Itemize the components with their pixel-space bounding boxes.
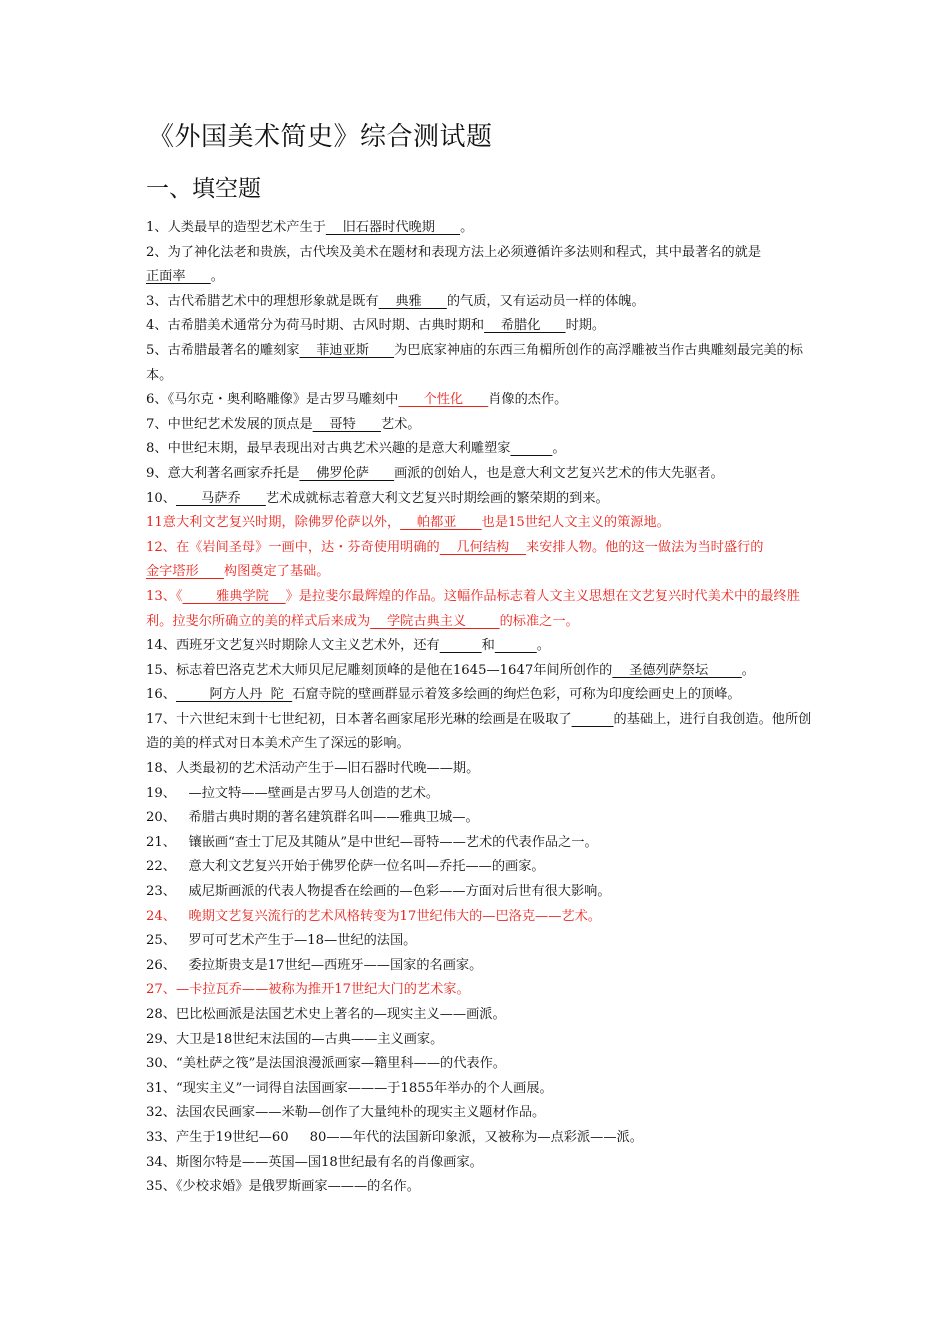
question-item: 24、 晚期文艺复兴流行的艺术风格转变为17世纪伟大的—巴洛克——艺术。 [146,908,601,924]
question-item: 3、古代希腊艺术中的理想形象就是既有 典雅 的气质，又有运动员一样的体魄。 [146,293,645,309]
answer-blank: 菲迪亚斯 [299,342,395,358]
answer-blank: 金字塔形 [146,564,224,580]
answer-blank: 哥特 [312,416,381,432]
answer-blank: 希腊化 [484,318,566,334]
question-item: 33、产生于19世纪—60 80——年代的法国新印象派，又被称为—点彩派——派。 [146,1129,643,1145]
answer-blank: 帕都亚 [400,515,482,531]
question-item: 15、标志着巴洛克艺术大师贝尼尼雕刻顶峰的是他在1645—1647年间所创作的 圣德列萨祭坛 。 [146,662,755,678]
answer-blank: 几何结构 [439,539,527,555]
question-item: 26、 委拉斯贵支是17世纪—西班牙——国家的名画家。 [146,957,483,973]
question-item: 17、十六世纪末到十七世纪初，日本著名画家尾形光琳的绘画是在吸取了 的基础上，进行自我创造。他所创造的美的样式对日本美术产生了深远的影响。 [146,711,812,752]
question-item: 5、古希腊最著名的雕刻家 菲迪亚斯 为巴底家神庙的东西三角楣所创作的高浮雕被当作古典雕刻最完美的标本。 [146,342,803,383]
question-item: 6、《马尔克・奥利略雕像》是古罗马雕刻中 个性化 肖像的杰作。 [146,392,568,408]
question-item: 13、《 雅典学院 》是拉斐尔最辉煌的作品。这幅作品标志着人文主义思想在文艺复兴时代美术中的最终胜利。拉斐尔所确立的美的样式后来成为 学院古典主义 的标准之一。 [146,588,800,629]
answer-blank: 马萨乔 [175,490,266,506]
question-item: 20、 希腊古典时期的著名建筑群名叫——雅典卫城—。 [146,810,479,826]
answer-blank: 正面率 [146,269,211,285]
answer-blank: 个性化 [398,392,489,408]
question-item: 19、 —拉文特——壁画是古罗马人创造的艺术。 [146,785,440,801]
answer-blank: 佛罗伦萨 [299,465,395,481]
question-item: 35、《少校求婚》是俄罗斯画家———的名作。 [146,1179,420,1195]
question-item: 28、巴比松画派是法国艺术史上著名的—现实主义——画派。 [146,1007,506,1022]
question-item: 2、为了神化法老和贵族，古代埃及美术在题材和表现方法上必须遵循许多法则和程式，其中最著名的就是正面率 。 [146,244,762,285]
question-item: 16、 阿方人丹 陀 石窟寺院的壁画群显示着笈多绘画的绚烂色彩，可称为印度绘画史上的顶峰。 [146,687,741,703]
answer-blank [572,712,614,727]
answer-blank: 阿方人丹 陀 [175,687,293,703]
answer-blank: 雅典学院 [182,588,286,604]
question-item: 30、“美杜萨之筏”是法国浪漫派画家—籍里科——的代表作。 [146,1056,506,1072]
question-list [146,216,816,1200]
answer-blank: 圣德列萨祭坛 [612,662,742,678]
question-item: 10、 马萨乔 艺术成就标志着意大利文艺复兴时期绘画的繁荣期的到来。 [146,490,609,506]
section-heading: 一、填空题 [146,176,261,202]
question-item: 11意大利文艺复兴时期，除佛罗伦萨以外， 帕都亚 也是15世纪人文主义的策源地。 [146,515,670,531]
question-item: 29、大卫是18世纪末法国的—古典——主义画家。 [146,1031,444,1047]
question-item: 31、“现实主义”一词得自法国画家———于1855年举办的个人画展。 [146,1080,553,1096]
question-item: 25、 罗可可艺术产生于—18—世纪的法国。 [146,933,417,949]
question-item: 34、斯图尔特是——英国—国18世纪最有名的肖像画家。 [146,1154,483,1170]
question-item: 22、 意大利文艺复兴开始于佛罗伦萨一位名叫—乔托——的画家。 [146,859,545,875]
page-title: 《外国美术简史》综合测试题 [148,122,493,152]
question-item: 27、—卡拉瓦乔——被称为推开17世纪大门的艺术家。 [146,982,470,998]
question-item: 23、 威尼斯画派的代表人物提香在绘画的—色彩——方面对后世有很大影响。 [146,884,611,900]
question-item: 1、人类最早的造型艺术产生于 旧石器时代晚期 。 [146,220,474,235]
question-item: 18、人类最初的艺术活动产生于—旧石器时代晚——期。 [146,761,480,777]
answer-blank [440,638,482,653]
question-item: 8、中世纪末期，最早表现出对古典艺术兴趣的是意大利雕塑家 。 [146,441,566,457]
answer-blank [495,638,537,653]
answer-blank: 学院古典主义 [370,613,500,629]
question-item: 7、中世纪艺术发展的顶点是 哥特 艺术。 [146,416,421,432]
question-item: 9、意大利著名画家乔托是 佛罗伦萨 画派的创始人，也是意大利文艺复兴艺术的伟大先驱者。 [146,465,724,481]
question-item: 12、在《岩间圣母》一画中，达・芬奇使用明确的 几何结构 来安排人物。他的这一做法为当时盛行的金字塔形 构图奠定了基础。 [146,539,764,580]
answer-blank [510,441,552,456]
answer-blank: 典雅 [378,293,447,309]
question-item: 4、古希腊美术通常分为荷马时期、古风时期、古典时期和 希腊化 时期。 [146,318,606,334]
question-item: 21、 镶嵌画“查士丁尼及其随从”是中世纪—哥特——艺术的代表作品之一。 [146,834,598,850]
answer-blank: 旧石器时代晚期 [325,220,461,235]
question-item: 14、西班牙文艺复兴时期除人文主义艺术外，还有 和 。 [146,638,550,654]
question-item: 32、法国农民画家——米勒—创作了大量纯朴的现实主义题材作品。 [146,1105,546,1121]
